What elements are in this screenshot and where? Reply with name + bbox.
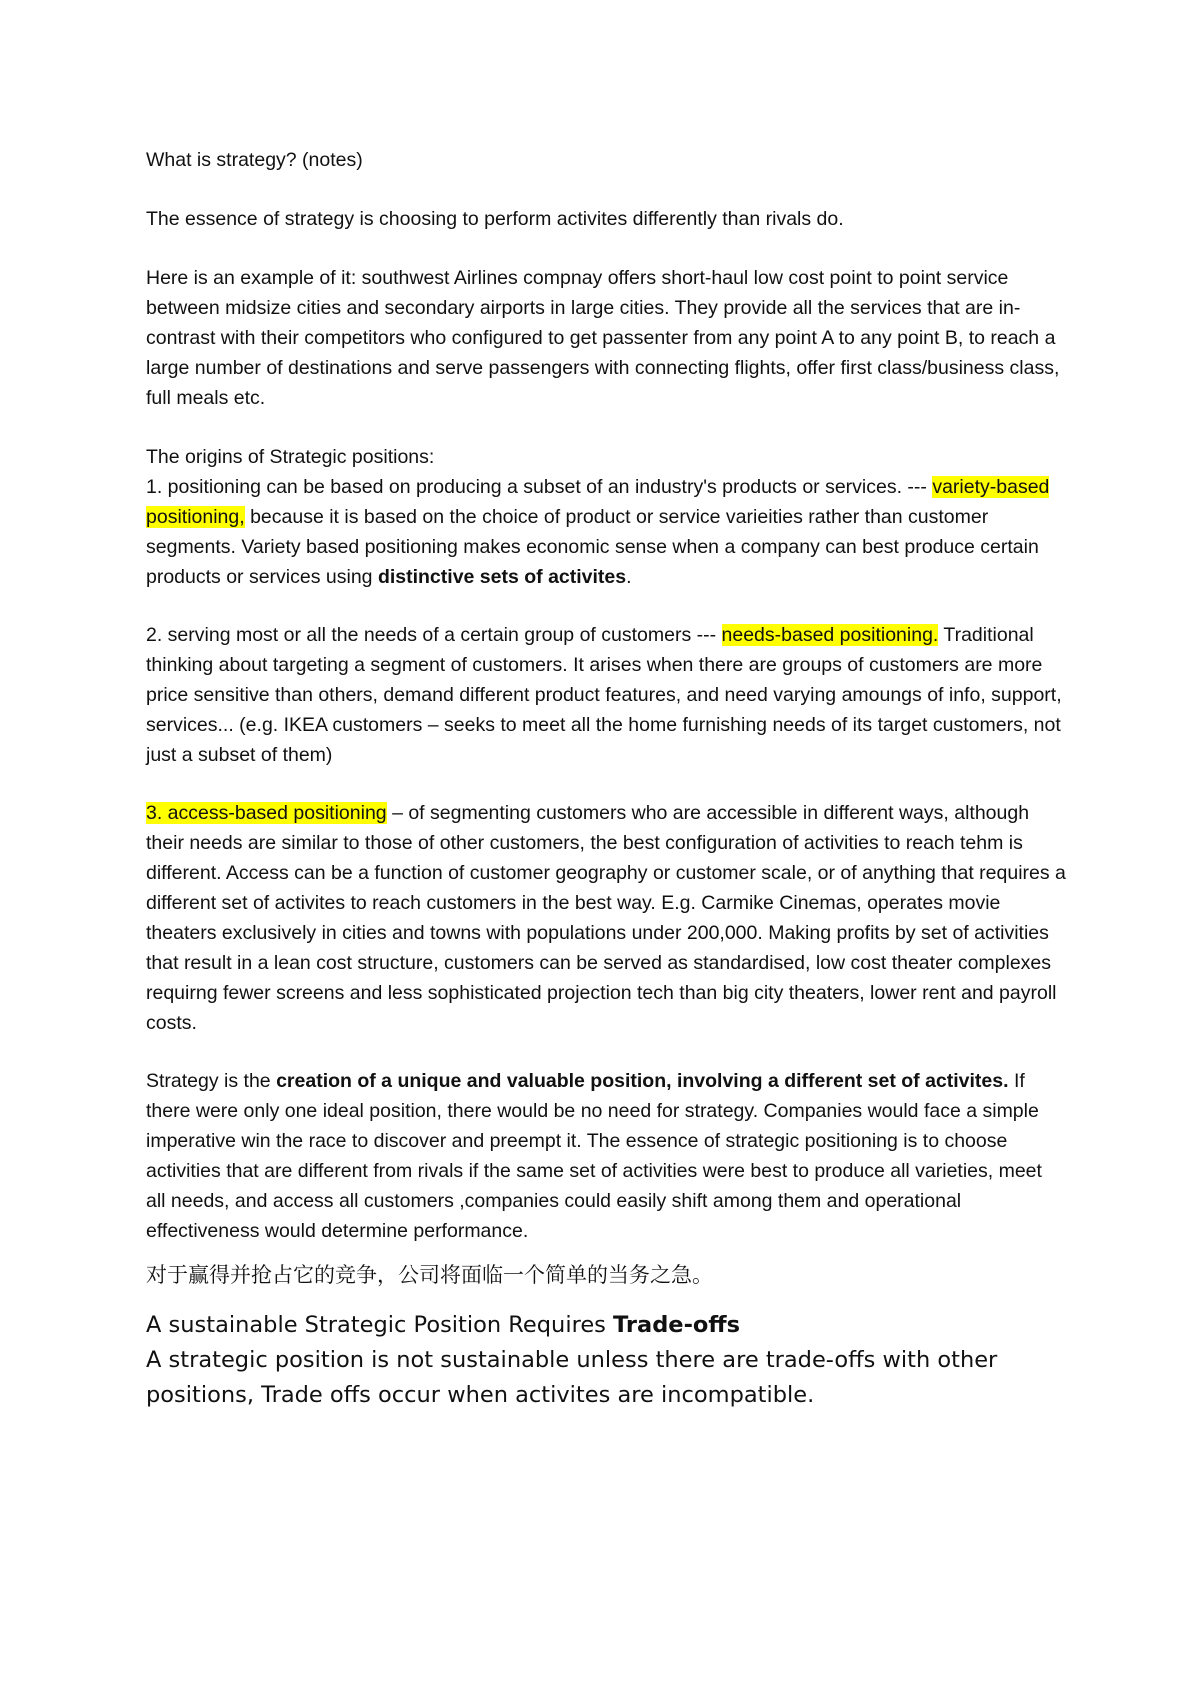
origins-heading: The origins of Strategic positions:: [146, 446, 435, 468]
document-title: What is strategy? (notes): [146, 149, 363, 171]
essence-paragraph: The essence of strategy is choosing to perform activites differently than rivals do.: [146, 208, 844, 230]
item1-bold: distinctive sets of activites: [377, 566, 627, 588]
strategy-lead: Strategy is the: [146, 1070, 277, 1092]
variety-based-item: [146, 472, 1066, 592]
chinese-note: 对于赢得并抢占它的竞争，公司将面临一个简单的当务之急。: [146, 1263, 713, 1287]
access-based-item: [146, 798, 1066, 1038]
tradeoffs-heading-bold: Trade-offs: [613, 1312, 740, 1338]
item1-mid: because it is based on the choice of product or service varieities rather than customer segments. Variety based positioning makes economic sense when a company can best produce certain products or services using: [146, 506, 1039, 588]
strategy-rest: If there were only one ideal position, there would be no need for strategy. Companies would face a simple imperative win the race to discover and preempt it. The essence of strategic positioning is to choose activities that are different from rivals if the same set of activities were best to produce all varieties, meet all needs, and access all customers ,companies could easily shift among them and operational effectiveness would determine performance.: [146, 1070, 1042, 1242]
variety-based-highlight: variety-based positioning,: [146, 476, 1050, 528]
item1-end: .: [626, 566, 632, 588]
access-based-highlight: 3. access-based positioning: [146, 802, 387, 824]
needs-based-highlight: needs-based positioning.: [721, 624, 939, 646]
needs-based-item: [146, 620, 1066, 770]
tradeoffs-heading-lead: A sustainable Strategic Position Requires: [146, 1312, 614, 1338]
item3-rest: – of segmenting customers who are accessible in different ways, although their needs are similar to those of other customers, the best configuration of activities to reach tehm is different. Access can be a function of customer geography or customer scale, or of anything that requires a different set of activites to reach customers in the best way. E.g. Carmike Cinemas, operates movie theaters exclusively in cities and towns with populations under 200,000. Making profits by set of activities that result in a lean cost structure, customers can be served as standardised, low cost theater complexes requirng fewer screens and less sophisticated projection tech than big city theaters, lower rent and payroll costs.: [146, 802, 1066, 1034]
tradeoffs-heading: [146, 1308, 1066, 1343]
strategy-bold: creation of a unique and valuable position, involving a different set of activites.: [276, 1070, 1009, 1092]
item1-lead: 1. positioning can be based on producing a subset of an industry's products or services. ---: [146, 476, 933, 498]
example-paragraph: Here is an example of it: southwest Airlines compnay offers short-haul low cost point to point service between midsize cities and secondary airports in large cities. They provide all the services that are in-contrast with their competitors who configured to get passenter from any point A to any point B, to reach a large number of destinations and serve passengers with connecting flights, offer first class/business class, full meals etc.: [146, 267, 1060, 409]
tradeoffs-body: A strategic position is not sustainable unless there are trade-offs with other positions, Trade offs occur when activites are incompatible.: [146, 1347, 998, 1408]
item2-lead: 2. serving most or all the needs of a certain group of customers ---: [146, 624, 722, 646]
strategy-paragraph: [146, 1066, 1066, 1246]
document-page: [146, 145, 1066, 1413]
item2-rest: Traditional thinking about targeting a segment of customers. It arises when there are groups of customers are more price sensitive than others, demand different product features, and need varying amoungs of info, support, services... (e.g. IKEA customers – seeks to meet all the home furnishing needs of its target customers, not just a subset of them): [146, 624, 1062, 766]
